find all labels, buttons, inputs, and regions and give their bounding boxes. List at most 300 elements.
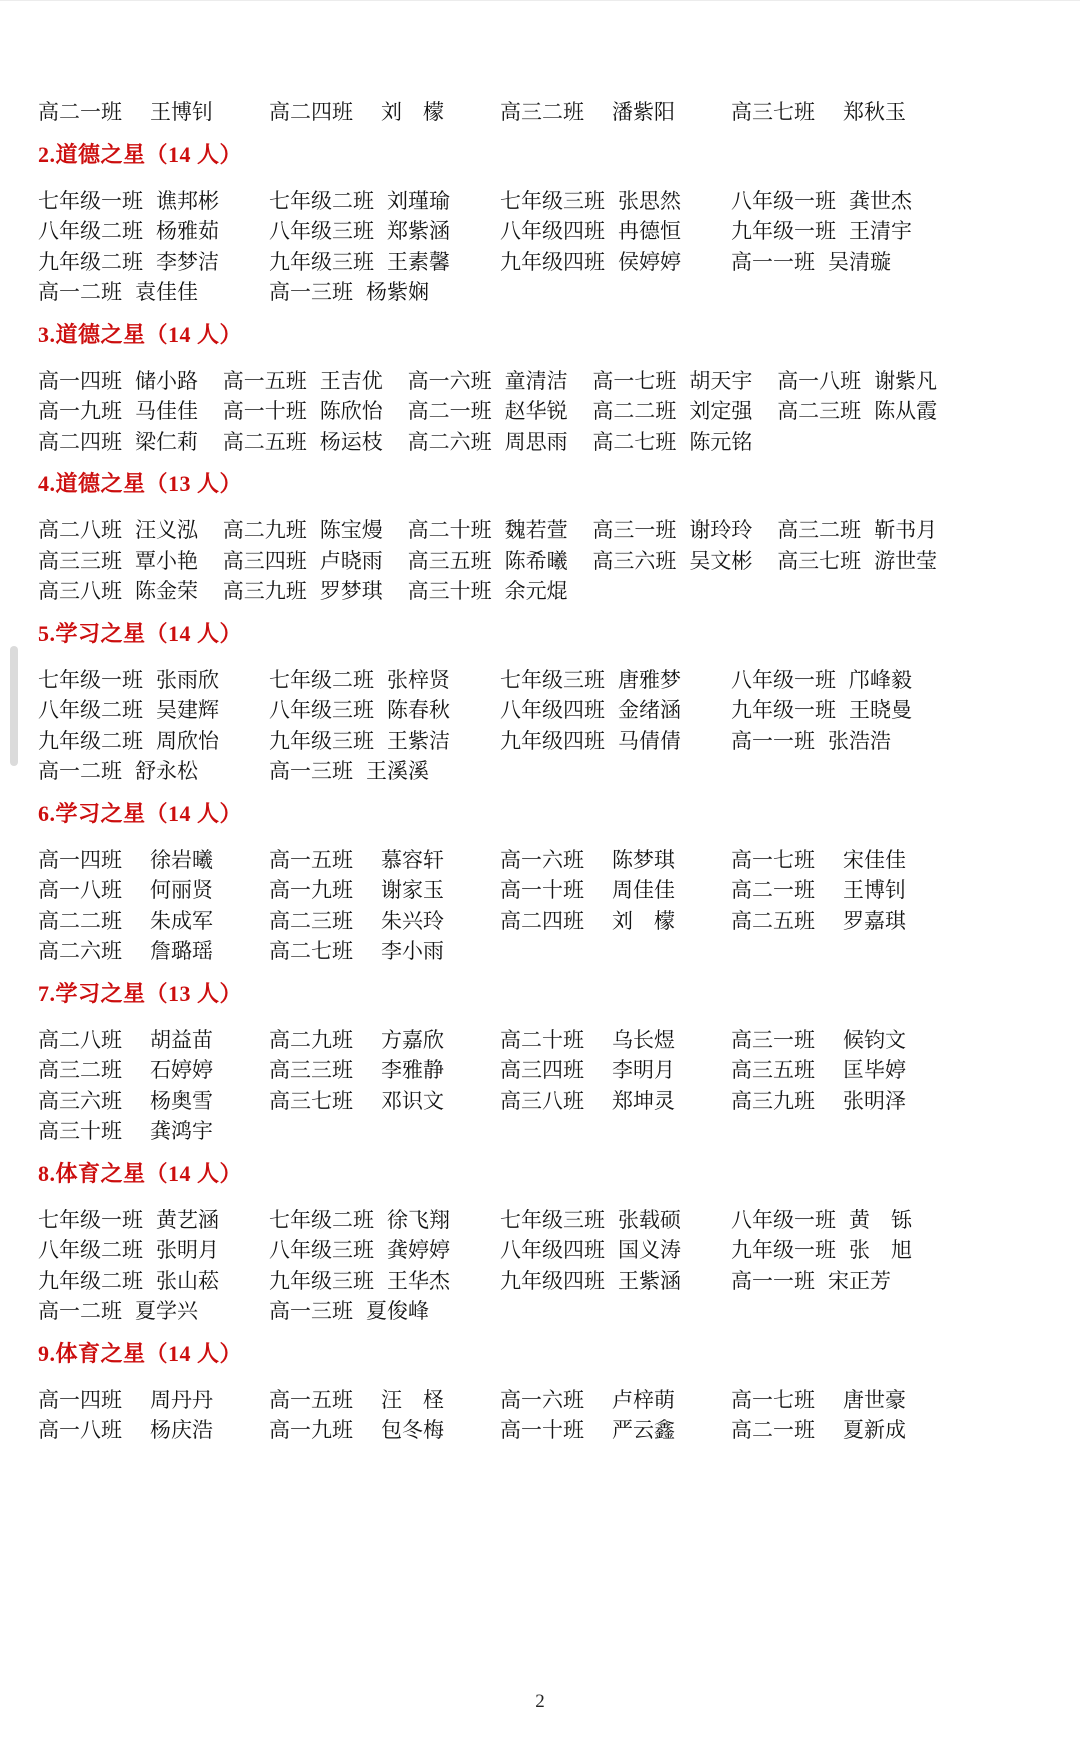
student-name: 朱成军 xyxy=(150,908,213,933)
class-label: 九年级四班 xyxy=(500,249,605,274)
award-entry xyxy=(269,845,500,876)
class-label: 高二一班 xyxy=(731,1418,815,1442)
student-name: 周欣怡 xyxy=(156,728,219,753)
class-label: 九年级四班 xyxy=(500,728,605,753)
award-entry xyxy=(731,875,962,906)
student-name: 谢家玉 xyxy=(381,878,444,902)
award-entry xyxy=(38,1385,269,1416)
student-name: 龚婷婷 xyxy=(387,1238,450,1262)
student-name: 朱兴玲 xyxy=(381,908,444,933)
class-label: 八年级一班 xyxy=(731,188,836,213)
student-name: 邝峰毅 xyxy=(849,667,912,692)
student-name: 龚鸿宇 xyxy=(150,1119,213,1143)
student-name: 李梦洁 xyxy=(156,249,219,274)
student-name: 张雨欣 xyxy=(156,667,219,692)
class-label: 高一五班 xyxy=(269,1387,353,1412)
award-entry xyxy=(500,726,731,757)
class-label: 高三七班 xyxy=(777,548,862,573)
student-name: 储小路 xyxy=(135,368,198,393)
award-entry xyxy=(731,1025,962,1056)
document-page xyxy=(0,1,1080,1446)
class-label: 高三一班 xyxy=(731,1027,815,1052)
class-label: 高三四班 xyxy=(222,548,307,573)
award-entry xyxy=(500,1025,731,1056)
award-row xyxy=(38,277,962,308)
class-label: 高三五班 xyxy=(407,548,492,573)
student-name: 石婷婷 xyxy=(150,1058,213,1082)
student-name: 刘 檬 xyxy=(612,908,675,933)
award-entry xyxy=(731,726,962,757)
award-row xyxy=(38,515,962,546)
student-name: 金绪涵 xyxy=(618,698,681,722)
class-label: 七年级一班 xyxy=(38,667,143,692)
student-name: 方嘉欣 xyxy=(381,1027,444,1052)
award-entry xyxy=(592,515,777,546)
class-label: 高一九班 xyxy=(38,399,122,423)
student-name: 何丽贤 xyxy=(150,878,213,902)
class-label: 高一八班 xyxy=(777,368,862,393)
class-label: 高二六班 xyxy=(407,429,492,454)
award-entry xyxy=(38,875,269,906)
section-heading: 3.道德之星（14 人） xyxy=(38,321,243,347)
award-entry xyxy=(38,277,269,308)
student-name: 陈梦琪 xyxy=(612,847,675,872)
award-entry xyxy=(38,546,223,577)
class-label: 高二九班 xyxy=(222,518,307,542)
class-label: 高二一班 xyxy=(38,100,122,124)
award-entry xyxy=(500,665,731,696)
student-name: 张明泽 xyxy=(843,1088,906,1113)
award-entry xyxy=(500,1055,731,1086)
student-name: 郑坤灵 xyxy=(612,1088,675,1113)
class-label: 高二四班 xyxy=(500,908,584,933)
award-section xyxy=(38,1159,962,1327)
student-name: 詹璐瑶 xyxy=(150,939,213,963)
award-row xyxy=(38,906,962,937)
class-label: 高一十班 xyxy=(222,399,307,423)
award-row xyxy=(38,845,962,876)
class-label: 高三七班 xyxy=(731,100,815,124)
class-label: 八年级一班 xyxy=(731,1207,836,1232)
student-name: 龚世杰 xyxy=(849,188,912,213)
student-name: 潘紫阳 xyxy=(612,100,675,124)
class-label: 高二三班 xyxy=(269,908,353,933)
award-entry xyxy=(38,756,269,787)
award-row xyxy=(38,1055,962,1086)
award-entry xyxy=(38,695,269,726)
section-heading: 7.学习之星（13 人） xyxy=(38,980,243,1006)
class-label: 九年级三班 xyxy=(269,249,374,274)
award-row xyxy=(38,726,962,757)
student-name: 王吉优 xyxy=(319,368,383,393)
student-name: 郑秋玉 xyxy=(843,100,906,124)
student-name: 王紫洁 xyxy=(387,728,450,753)
award-entry xyxy=(269,726,500,757)
class-label: 高三五班 xyxy=(731,1058,815,1082)
award-entry xyxy=(269,1235,500,1266)
class-label: 高一四班 xyxy=(38,1387,122,1412)
award-entry xyxy=(500,695,731,726)
class-label: 七年级二班 xyxy=(269,188,374,213)
class-label: 七年级二班 xyxy=(269,1207,374,1232)
student-name: 张明月 xyxy=(156,1238,219,1262)
student-name: 胡天宇 xyxy=(689,368,753,393)
sections-container xyxy=(38,140,962,1446)
class-label: 高一六班 xyxy=(407,368,492,393)
student-name: 杨庆浩 xyxy=(150,1418,213,1442)
award-entry xyxy=(777,396,962,427)
class-label: 八年级二班 xyxy=(38,1238,143,1262)
student-name: 徐飞翔 xyxy=(387,1207,450,1232)
class-label: 高一七班 xyxy=(592,368,677,393)
award-section xyxy=(38,1339,962,1446)
award-entry xyxy=(223,576,408,607)
student-name: 包冬梅 xyxy=(381,1418,444,1442)
student-name: 冉德恒 xyxy=(618,219,681,243)
student-name: 夏俊峰 xyxy=(366,1299,429,1323)
student-name: 汪义泓 xyxy=(135,518,198,542)
class-label: 八年级四班 xyxy=(500,1238,605,1262)
award-entry xyxy=(500,1415,731,1446)
student-name: 王清宇 xyxy=(849,219,912,243)
award-entry xyxy=(408,515,593,546)
class-label: 高三四班 xyxy=(500,1058,584,1082)
award-entry xyxy=(731,1415,962,1446)
award-row xyxy=(38,97,962,128)
class-label: 高三一班 xyxy=(592,518,677,542)
student-name: 张浩浩 xyxy=(828,728,891,753)
student-name: 吴建辉 xyxy=(156,698,219,722)
award-entry xyxy=(269,665,500,696)
award-entry xyxy=(269,936,500,967)
student-name: 乌长煜 xyxy=(612,1027,675,1052)
class-label: 高一二班 xyxy=(38,1299,122,1323)
award-row xyxy=(38,1266,962,1297)
award-section xyxy=(38,979,962,1147)
class-label: 八年级二班 xyxy=(38,219,143,243)
class-label: 高一一班 xyxy=(731,249,815,274)
student-name: 宋佳佳 xyxy=(843,847,906,872)
award-row xyxy=(38,576,962,607)
class-label: 高二五班 xyxy=(222,429,307,454)
award-entry xyxy=(269,1025,500,1056)
award-entry xyxy=(38,396,223,427)
student-name: 吴文彬 xyxy=(689,548,753,573)
student-name: 胡益苗 xyxy=(150,1027,213,1052)
class-label: 八年级三班 xyxy=(269,698,374,722)
award-entry xyxy=(38,515,223,546)
award-entry xyxy=(731,906,962,937)
award-entry xyxy=(38,366,223,397)
student-name: 杨雅茹 xyxy=(156,219,219,243)
section-heading: 4.道德之星（13 人） xyxy=(38,471,243,496)
award-entry xyxy=(500,845,731,876)
award-entry xyxy=(777,546,962,577)
award-row xyxy=(38,1415,962,1446)
award-entry xyxy=(500,1205,731,1236)
class-label: 高二二班 xyxy=(38,908,122,933)
student-name: 陈宝熳 xyxy=(319,518,383,542)
class-label: 高二十班 xyxy=(407,518,492,542)
student-name: 侯婷婷 xyxy=(618,249,681,274)
class-label: 高一一班 xyxy=(731,1268,815,1293)
award-entry xyxy=(269,1296,500,1327)
class-label: 高二九班 xyxy=(269,1027,353,1052)
student-name: 陈欣怡 xyxy=(319,399,383,423)
class-label: 高二八班 xyxy=(38,1027,122,1052)
student-name: 张思然 xyxy=(618,188,681,213)
student-name: 童清洁 xyxy=(504,368,568,393)
award-entry xyxy=(777,515,962,546)
award-entry xyxy=(500,1086,731,1117)
class-label: 八年级三班 xyxy=(269,219,374,243)
award-entry xyxy=(38,186,269,217)
student-name: 郑紫涵 xyxy=(387,219,450,243)
award-entry xyxy=(731,845,962,876)
award-entry xyxy=(731,1235,962,1266)
award-entry xyxy=(38,1205,269,1236)
class-label: 高二二班 xyxy=(592,399,677,423)
award-section xyxy=(38,320,962,458)
award-entry xyxy=(38,1415,269,1446)
award-entry xyxy=(38,427,223,458)
award-row xyxy=(38,756,962,787)
award-entry xyxy=(223,427,408,458)
class-label: 高一九班 xyxy=(269,878,353,902)
student-name: 谯邦彬 xyxy=(156,188,219,213)
class-label: 高三十班 xyxy=(407,579,492,603)
class-label: 九年级三班 xyxy=(269,1268,374,1293)
class-label: 八年级四班 xyxy=(500,698,605,722)
student-name: 周思雨 xyxy=(504,429,568,454)
class-label: 高三二班 xyxy=(777,518,862,542)
class-label: 高二八班 xyxy=(38,518,122,542)
award-entry xyxy=(731,1385,962,1416)
award-entry xyxy=(38,1055,269,1086)
class-label: 高一十班 xyxy=(500,1418,584,1442)
student-name: 张 旭 xyxy=(849,1238,912,1262)
award-entry xyxy=(269,216,500,247)
award-entry xyxy=(592,396,777,427)
student-name: 杨运枝 xyxy=(319,429,383,454)
student-name: 王博钊 xyxy=(843,878,906,902)
award-entry xyxy=(269,695,500,726)
class-label: 高三三班 xyxy=(38,548,122,573)
award-entry xyxy=(408,546,593,577)
award-entry xyxy=(269,1205,500,1236)
student-name: 杨奥雪 xyxy=(150,1088,213,1113)
student-name: 李小雨 xyxy=(381,939,444,963)
student-name: 罗梦琪 xyxy=(319,579,383,603)
class-label: 高一九班 xyxy=(269,1418,353,1442)
student-name: 赵华锐 xyxy=(504,399,568,423)
student-name: 李雅静 xyxy=(381,1058,444,1082)
section-heading: 9.体育之星（14 人） xyxy=(38,1340,243,1366)
award-entry xyxy=(223,515,408,546)
student-name: 马佳佳 xyxy=(135,399,198,423)
student-name: 陈希曦 xyxy=(504,548,568,573)
class-label: 高三八班 xyxy=(38,579,122,603)
award-entry xyxy=(269,247,500,278)
award-row xyxy=(38,186,962,217)
award-section xyxy=(38,619,962,787)
award-entry xyxy=(500,186,731,217)
award-entry xyxy=(592,427,777,458)
award-entry xyxy=(731,1205,962,1236)
student-name: 杨紫娴 xyxy=(366,280,429,304)
award-row xyxy=(38,427,962,458)
scrollbar-thumb[interactable] xyxy=(10,646,18,766)
student-name: 慕容轩 xyxy=(381,847,444,872)
award-section xyxy=(38,140,962,308)
award-entry xyxy=(731,186,962,217)
award-entry xyxy=(38,906,269,937)
student-name: 王晓曼 xyxy=(849,698,912,722)
class-label: 高一七班 xyxy=(731,1387,815,1412)
award-entry xyxy=(408,366,593,397)
award-entry xyxy=(223,396,408,427)
award-entry xyxy=(731,216,962,247)
student-name: 卢梓萌 xyxy=(612,1387,675,1412)
student-name: 匡毕婷 xyxy=(843,1058,906,1082)
award-entry xyxy=(269,906,500,937)
student-name: 徐岩曦 xyxy=(150,847,213,872)
student-name: 宋正芳 xyxy=(828,1268,891,1293)
student-name: 国义涛 xyxy=(618,1238,681,1262)
award-row xyxy=(38,366,962,397)
class-label: 高一三班 xyxy=(269,280,353,304)
award-row xyxy=(38,1385,962,1416)
award-entry xyxy=(38,216,269,247)
class-label: 高三三班 xyxy=(269,1058,353,1082)
award-entry xyxy=(269,1086,500,1117)
student-name: 吴清璇 xyxy=(828,249,891,274)
student-name: 梁仁莉 xyxy=(135,429,198,454)
award-entry xyxy=(500,97,731,128)
award-entry xyxy=(500,1385,731,1416)
student-name: 夏学兴 xyxy=(135,1299,198,1323)
student-name: 靳书月 xyxy=(874,518,938,542)
student-name: 罗嘉琪 xyxy=(843,908,906,933)
section-heading: 5.学习之星（14 人） xyxy=(38,620,243,646)
award-entry xyxy=(500,247,731,278)
award-section xyxy=(38,469,962,607)
award-entry xyxy=(38,1266,269,1297)
class-label: 高二六班 xyxy=(38,939,122,963)
class-label: 高三十班 xyxy=(38,1119,122,1143)
class-label: 高三九班 xyxy=(222,579,307,603)
class-label: 九年级三班 xyxy=(269,728,374,753)
award-entry xyxy=(38,1025,269,1056)
award-entry xyxy=(500,216,731,247)
class-label: 高一二班 xyxy=(38,280,122,304)
class-label: 七年级二班 xyxy=(269,667,374,692)
student-name: 唐雅梦 xyxy=(618,667,681,692)
section-heading: 2.道德之星（14 人） xyxy=(38,141,243,167)
page-number: 2 xyxy=(535,1691,545,1712)
award-entry xyxy=(38,1296,269,1327)
class-label: 高三八班 xyxy=(500,1088,584,1113)
section-heading: 8.体育之星（14 人） xyxy=(38,1160,243,1186)
section-heading: 6.学习之星（14 人） xyxy=(38,800,243,826)
student-name: 刘瑾瑜 xyxy=(387,188,450,213)
class-label: 九年级四班 xyxy=(500,1268,605,1293)
student-name: 游世莹 xyxy=(874,548,938,573)
student-name: 覃小艳 xyxy=(135,548,198,573)
award-entry xyxy=(38,1086,269,1117)
class-label: 九年级一班 xyxy=(731,1238,836,1262)
award-entry xyxy=(731,695,962,726)
award-entry xyxy=(269,1055,500,1086)
award-entry xyxy=(38,726,269,757)
class-label: 高二三班 xyxy=(777,399,862,423)
class-label: 八年级三班 xyxy=(269,1238,374,1262)
student-name: 周佳佳 xyxy=(612,878,675,902)
continuation-row-container xyxy=(38,97,962,128)
award-entry xyxy=(777,366,962,397)
class-label: 高一三班 xyxy=(269,759,353,783)
award-entry xyxy=(269,186,500,217)
award-row xyxy=(38,546,962,577)
award-entry xyxy=(38,97,269,128)
award-entry xyxy=(269,875,500,906)
class-label: 七年级三班 xyxy=(500,667,605,692)
student-name: 夏新成 xyxy=(843,1418,906,1442)
student-name: 严云鑫 xyxy=(612,1418,675,1442)
award-section xyxy=(38,799,962,967)
award-row xyxy=(38,396,962,427)
student-name: 陈元铭 xyxy=(689,429,753,454)
student-name: 张山菘 xyxy=(156,1268,219,1293)
class-label: 高一二班 xyxy=(38,759,122,783)
award-row xyxy=(38,1086,962,1117)
award-row xyxy=(38,1116,962,1147)
class-label: 高一十班 xyxy=(500,878,584,902)
class-label: 八年级二班 xyxy=(38,698,143,722)
award-entry xyxy=(38,576,223,607)
class-label: 高一七班 xyxy=(731,847,815,872)
award-row xyxy=(38,1235,962,1266)
class-label: 九年级一班 xyxy=(731,219,836,243)
class-label: 高一六班 xyxy=(500,847,584,872)
award-entry xyxy=(500,906,731,937)
award-row xyxy=(38,875,962,906)
class-label: 高二一班 xyxy=(731,878,815,902)
class-label: 高一四班 xyxy=(38,847,122,872)
award-row xyxy=(38,1296,962,1327)
student-name: 王紫涵 xyxy=(618,1268,681,1293)
award-entry xyxy=(408,576,593,607)
class-label: 高一一班 xyxy=(731,728,815,753)
award-row xyxy=(38,247,962,278)
award-entry xyxy=(38,665,269,696)
class-label: 高一八班 xyxy=(38,1418,122,1442)
student-name: 张梓贤 xyxy=(387,667,450,692)
student-name: 陈春秋 xyxy=(387,698,450,722)
award-entry xyxy=(269,756,500,787)
student-name: 黄艺涵 xyxy=(156,1207,219,1232)
award-entry xyxy=(269,1385,500,1416)
class-label: 高三七班 xyxy=(269,1088,353,1113)
class-label: 高一八班 xyxy=(38,878,122,902)
award-row xyxy=(38,695,962,726)
award-entry xyxy=(731,1086,962,1117)
student-name: 李明月 xyxy=(612,1058,675,1082)
student-name: 余元焜 xyxy=(504,579,568,603)
student-name: 候钧文 xyxy=(843,1027,906,1052)
award-row xyxy=(38,665,962,696)
student-name: 舒永松 xyxy=(135,759,198,783)
